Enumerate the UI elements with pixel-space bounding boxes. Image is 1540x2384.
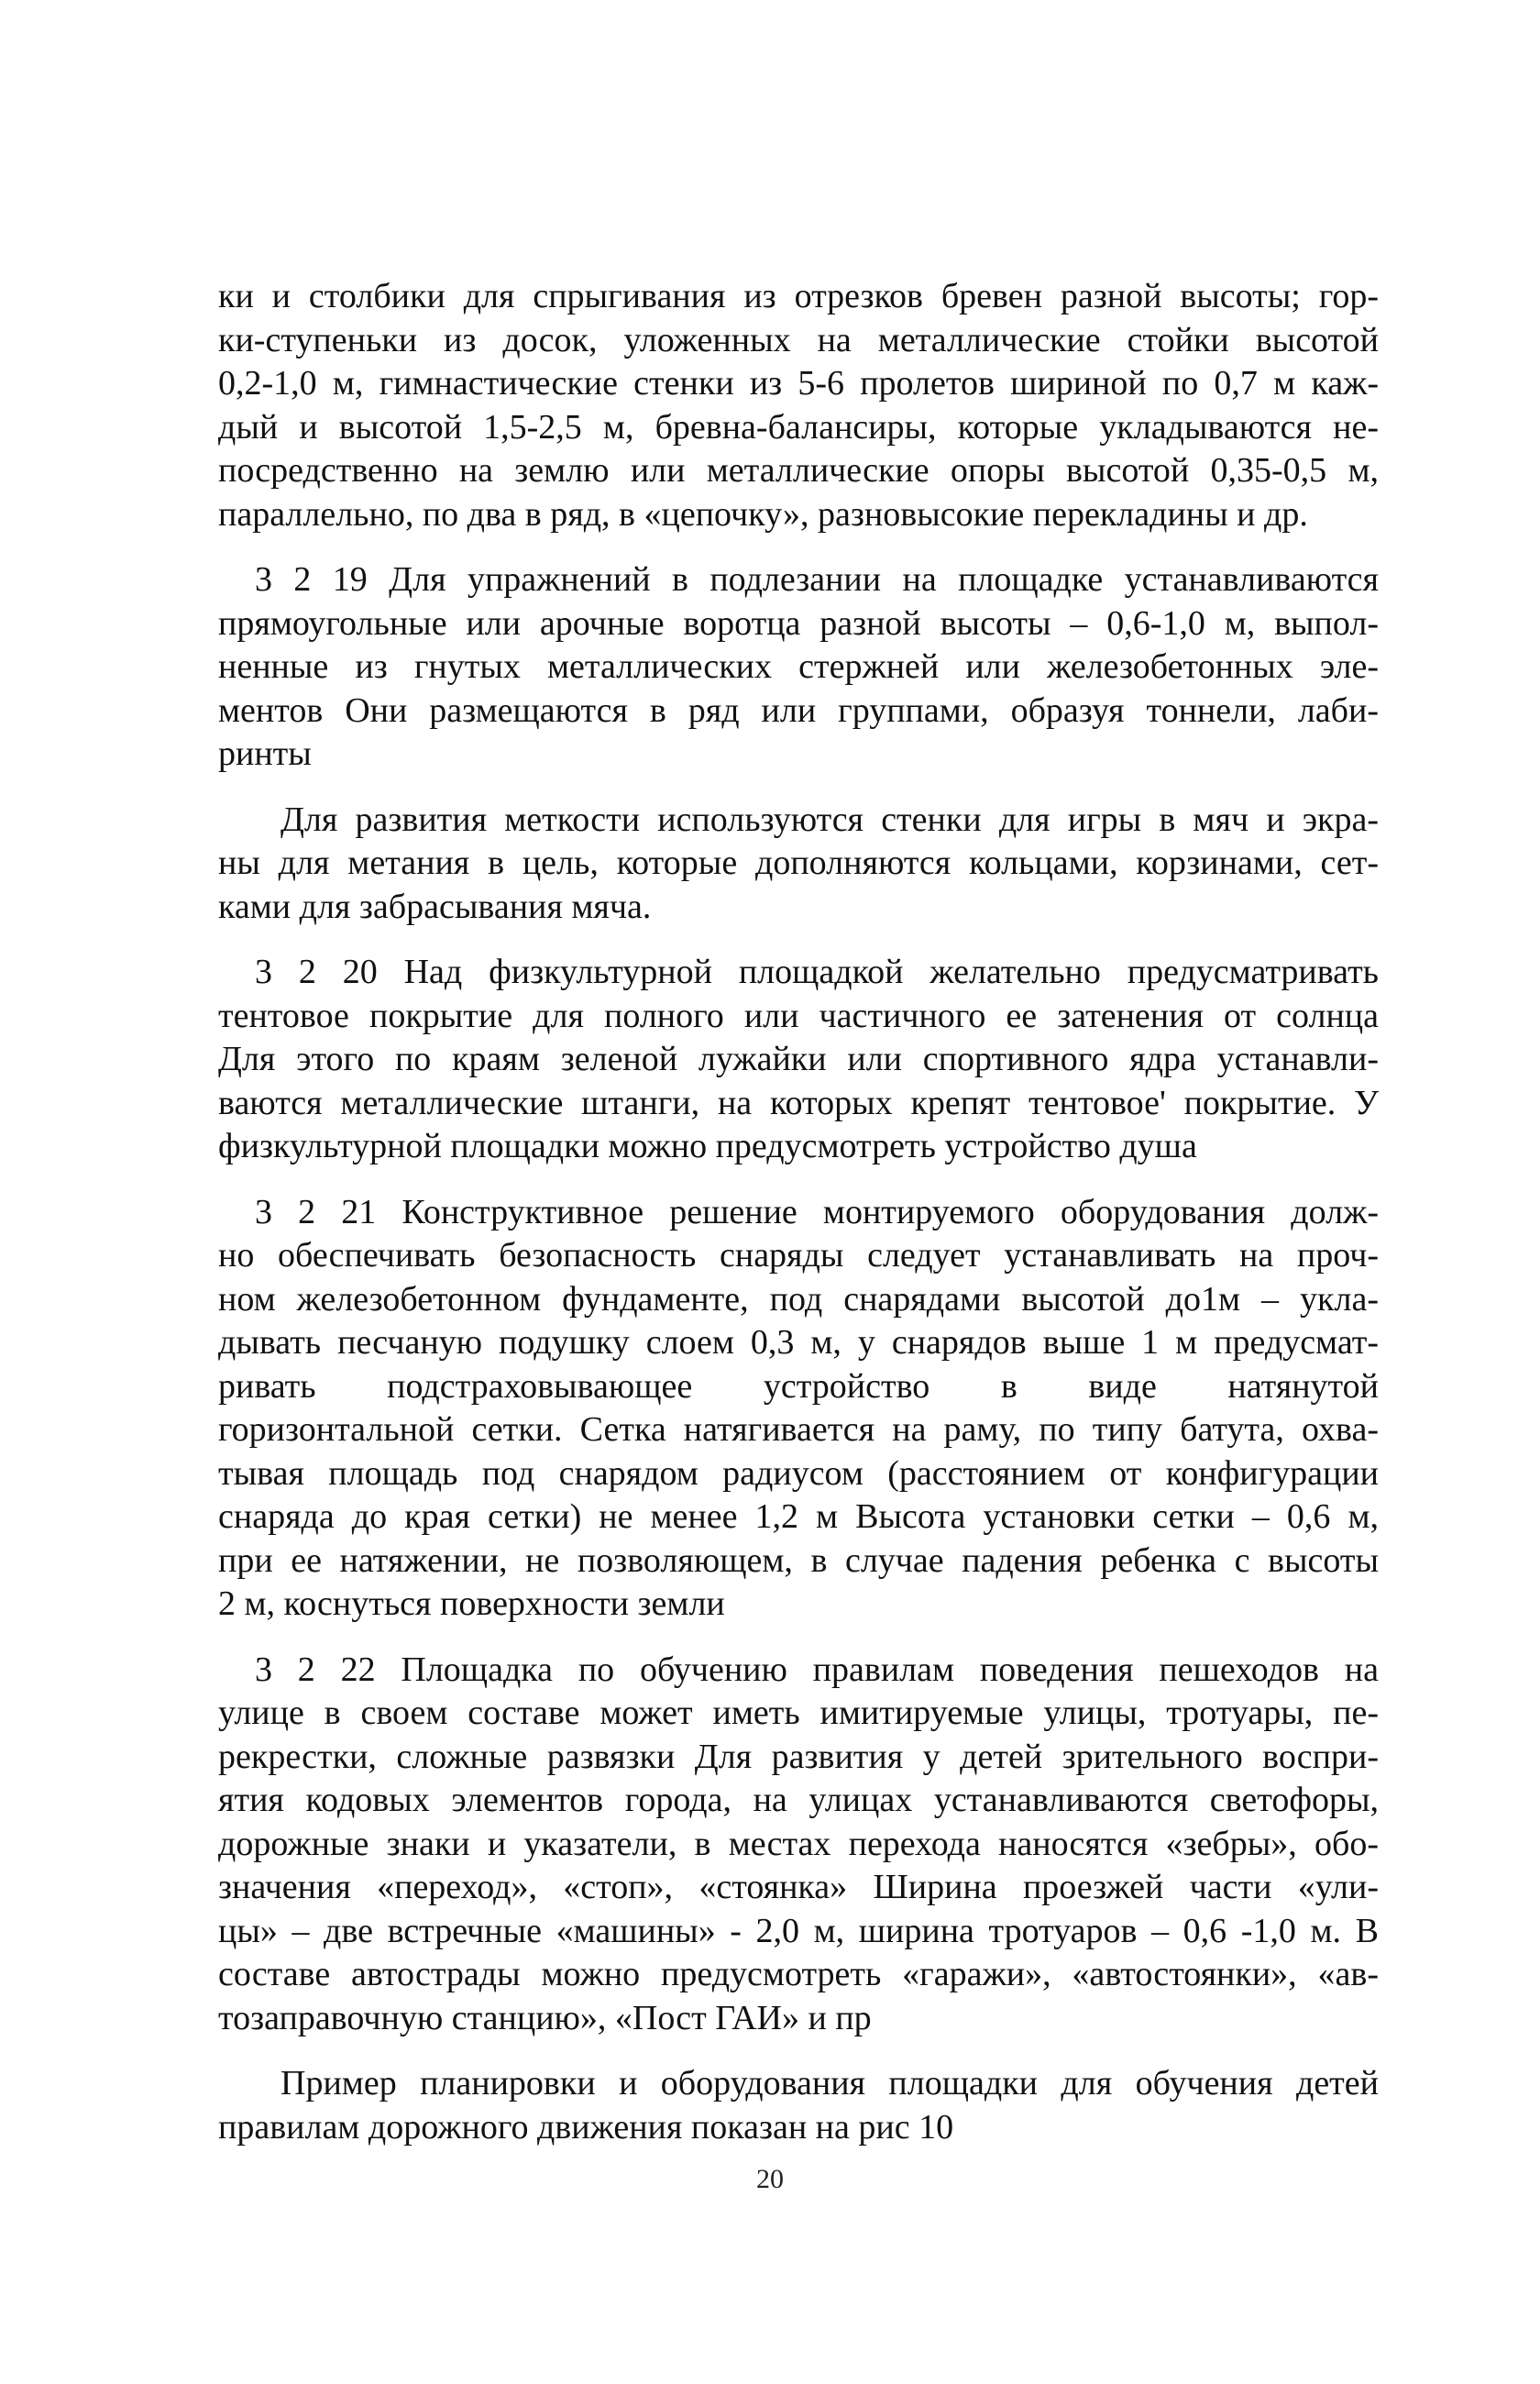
paragraph-accuracy [218, 799, 1379, 930]
text-line: Для этого по краям зеленой лужайки или спортивного ядра устанавли- [218, 1040, 1379, 1078]
paragraph-equipment-list [218, 275, 1379, 536]
text-line: ваются металлические штанги, на которых крепят тентовое' покрытие. У [218, 1083, 1379, 1122]
text-line: Для развития меткости используются стенки для игры в мяч и экра- [280, 800, 1379, 839]
text-line: ривать подстраховывающее устройство в виде натянутой [218, 1366, 1379, 1406]
text-line: улице в своем составе может иметь имитируемые улицы, тротуары, пе- [218, 1694, 1379, 1732]
text-line: ны для метания в цель, которые дополняются кольцами, корзинами, сет- [218, 844, 1379, 882]
text-line: ятия кодовых элементов города, на улицах устанавливаются светофоры, [218, 1781, 1379, 1819]
text-line: параллельно, по два в ряд, в «цепочку», разновысокие перекладины и др. [218, 494, 1308, 534]
text-line: 0,2-1,0 м, гимнастические стенки из 5-6 пролетов шириной по 0,7 м каж- [218, 364, 1379, 403]
paragraph-3-2-21 [218, 1191, 1379, 1627]
text-line: 3 2 20 Над физкультурной площадкой желательно предусматривать [255, 953, 1379, 991]
text-line: ки-ступеньки из досок, уложенных на металлические стойки высотой [218, 320, 1379, 359]
text-line: ки и столбики для спрыгивания из отрезков бревен разной высоты; гор- [218, 277, 1379, 315]
text-line: снаряда до края сетки) не менее 1,2 м Высота установки сетки – 0,6 м, [218, 1497, 1379, 1536]
text-line: 3 2 21 Конструктивное решение монтируемого оборудования долж- [255, 1192, 1379, 1231]
text-line: дывать песчаную подушку слоем 0,3 м, у снарядов выше 1 м предусмат- [218, 1323, 1379, 1362]
text-line: но обеспечивать безопасность снаряды следует устанавливать на проч- [218, 1236, 1379, 1275]
text-line: рекрестки, сложные развязки Для развития у детей зрительного воспри- [218, 1737, 1379, 1776]
text-line: значения «переход», «стоп», «стоянка» Ширина проезжей части «ули- [218, 1868, 1379, 1906]
text-line: ринты [218, 734, 312, 773]
text-line: прямоугольные или арочные воротца разной высоты – 0,6-1,0 м, выпол- [218, 603, 1379, 643]
page-number: 20 [756, 2164, 784, 2194]
text-line: составе автострады можно предусмотреть «гаражи», «автостоянки», «ав- [218, 1955, 1379, 1993]
text-line: ненные из гнутых металлических стержней или железобетонных эле- [218, 647, 1379, 686]
paragraph-3-2-20 [218, 951, 1379, 1169]
paragraph-3-2-22 [218, 1649, 1379, 2041]
text-line: тозаправочную станцию», «Пост ГАИ» и пр [218, 1998, 872, 2037]
text-line: дый и высотой 1,5-2,5 м, бревна-балансиры, которые укладываются не- [218, 407, 1379, 447]
text-line: правилам дорожного движения показан на рис 10 [218, 2107, 954, 2147]
text-line: ном железобетонном фундаменте, под снарядами высотой до1м – укла- [218, 1279, 1379, 1319]
text-line: тывая площадь под снарядом радиусом (расстоянием от конфигурации [218, 1453, 1379, 1493]
paragraph-example-figure [218, 2062, 1379, 2149]
document-page [218, 275, 1379, 2149]
text-line: посредственно на землю или металлические опоры высотой 0,35-0,5 м, [218, 451, 1379, 490]
paragraph-3-2-19 [218, 558, 1379, 777]
text-line: 2 м, коснуться поверхности земли [218, 1584, 725, 1623]
text-line: физкультурной площадки можно предусмотреть устройство душа [218, 1127, 1197, 1165]
text-line: цы» – две встречные «машины» - 2,0 м, ширина тротуаров – 0,6 -1,0 м. В [218, 1911, 1379, 1950]
text-line: 3 2 22 Площадка по обучению правилам поведения пешеходов на [255, 1650, 1379, 1689]
text-line: ментов Они размещаются в ряд или группами, образуя тоннели, лаби- [218, 690, 1379, 730]
text-line: Пример планировки и оборудования площадки для обучения детей [280, 2064, 1379, 2103]
text-line: дорожные знаки и указатели, в местах перехода наносятся «зебры», обо- [218, 1824, 1379, 1863]
text-line: при ее натяжении, не позволяющем, в случае падения ребенка с высоты [218, 1540, 1379, 1580]
text-line: тентовое покрытие для полного или частичного ее затенения от солнца [218, 996, 1379, 1035]
text-line: ками для забрасывания мяча. [218, 887, 652, 926]
text-line: 3 2 19 Для упражнений в подлезании на площадке устанавливаются [255, 560, 1379, 599]
text-line: горизонтальной сетки. Сетка натягивается на раму, по типу батута, охва- [218, 1410, 1379, 1449]
